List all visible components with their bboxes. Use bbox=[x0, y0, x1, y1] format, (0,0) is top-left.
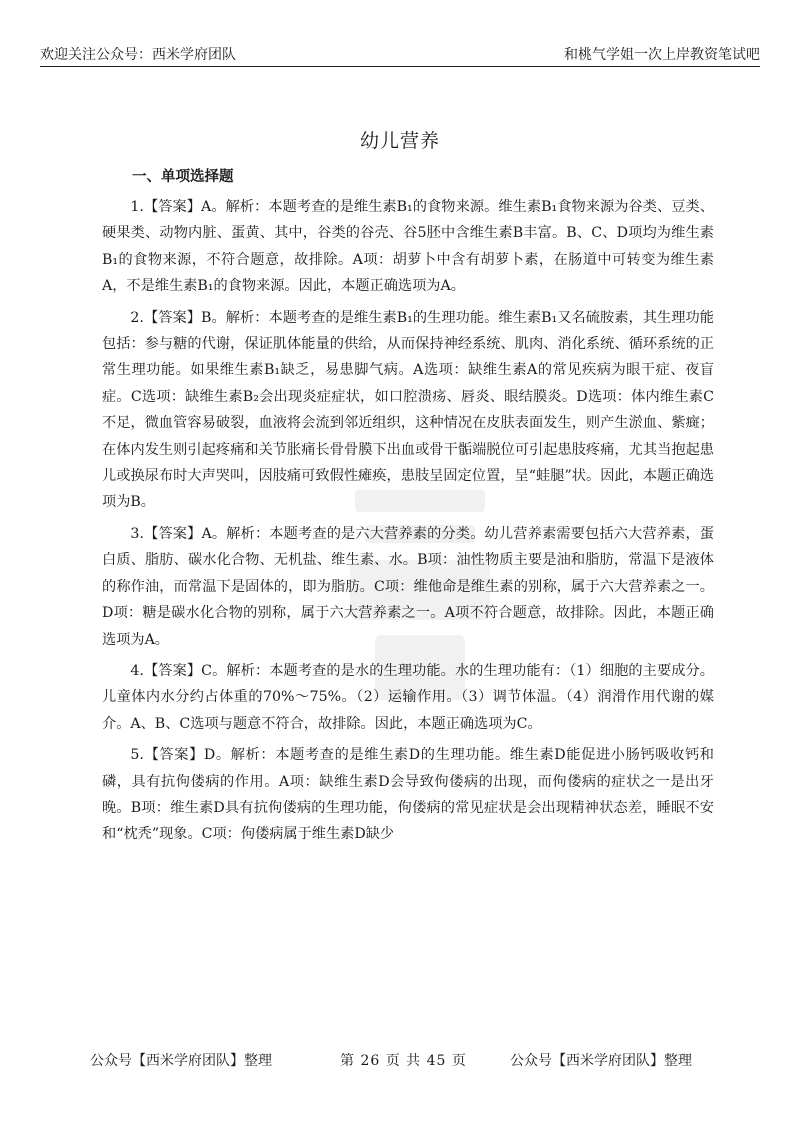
page-header bbox=[40, 38, 760, 67]
question-answer-1: 1.【答案】A。解析：本题考查的是维生素B₁的食物来源。维生素B₁食物来源为谷类、豆类、硬果类、动物内脏、蛋黄、其中，谷类的谷壳、谷5胚中含维生素B丰富。B、C、D项均为维生素B₁的食物来源，不符合题意，故排除。A项：胡萝卜中含有胡萝卜素，在肠道中可转变为维生素A，不是维生素B₁的食物来源。因此，本题正确选项为A。 bbox=[102, 199, 714, 295]
page-number: 第 26 页 共 45 页 bbox=[340, 1053, 467, 1069]
footer-left-text: 公众号【西米学府团队】整理 bbox=[90, 1053, 272, 1069]
footer-right-text: 公众号【西米学府团队】整理 bbox=[510, 1053, 692, 1069]
header-left-text: 欢迎关注公众号：西米学府团队 bbox=[40, 47, 236, 63]
question-answer-3: 3.【答案】A。解析：本题考查的是六大营养素的分类。幼儿营养素需要包括六大营养素，蛋白质、脂肪、碳水化合物、无机盐、维生素、水。B项：油性物质主要是油和脂肪，常温下是液体的称作油，而常温下是固体的，即为脂肪。C项：维他命是维生素的别称，属于六大营养素之一。D项：糖是碳水化合物的别称，属于六大营养素之一。A项不符合题意，故排除。因此，本题正确选项为A。 bbox=[102, 525, 714, 648]
question-answer-5: 5.【答案】D。解析：本题考查的是维生素D的生理功能。维生素D能促进小肠钙吸收钙和磷，具有抗佝偻病的作用。A项：缺维生素D会导致佝偻病的出现，而佝偻病的症状之一是出牙晚。B项：维生素D具有抗佝偻病的生理功能，佝偻病的常见症状是会出现精神状态差，睡眠不安和“枕秃”现象。C项：佝偻病属于维生素D缺少 bbox=[102, 747, 714, 843]
question-answer-4: 4.【答案】C。解析：本题考查的是水的生理功能。水的生理功能有：（1）细胞的主要成分。儿童体内水分约占体重的70%～75%。（2）运输作用。（3）调节体温。（4）润滑作用代谢的媒介。A、B、C选项与题意不符合，故排除。因此，本题正确选项为C。 bbox=[102, 662, 714, 732]
question-answer-2: 2.【答案】B。解析：本题考查的是维生素B₁的生理功能。维生素B₁又名硫胺素，其生理功能包括：参与糖的代谢，保证肌体能量的供给，从而保持神经系统、肌肉、消化系统、循环系统的正常生理功能。如果维生素B₁缺乏，易患脚气病。A选项：缺维生素A的常见疾病为眼干症、夜盲症。C选项：缺维生素B₂会出现炎症症状，如口腔溃疡、唇炎、眼结膜炎。D选项：体内维生素C不足，微血管容易破裂，血液将会流到邻近组织，这种情况在皮肤表面发生，则产生淤血、紫癍；在体内发生则引起疼痛和关节胀痛长骨骨膜下出血或骨干骺端脱位可引起患肢疼痛，尤其当抱起患儿或换尿布时大声哭叫，因肢痛可致假性瘫痪，患肢呈固定位置，呈“蛙腿”状。因此，本题正确选项为B。 bbox=[102, 309, 714, 511]
page-title: 幼儿营养 bbox=[359, 130, 440, 152]
header-right-text: 和桃气学姐一次上岸教资笔试吧 bbox=[564, 47, 760, 63]
section-heading: 一、单项选择题 bbox=[132, 169, 234, 185]
document-body bbox=[102, 164, 714, 853]
